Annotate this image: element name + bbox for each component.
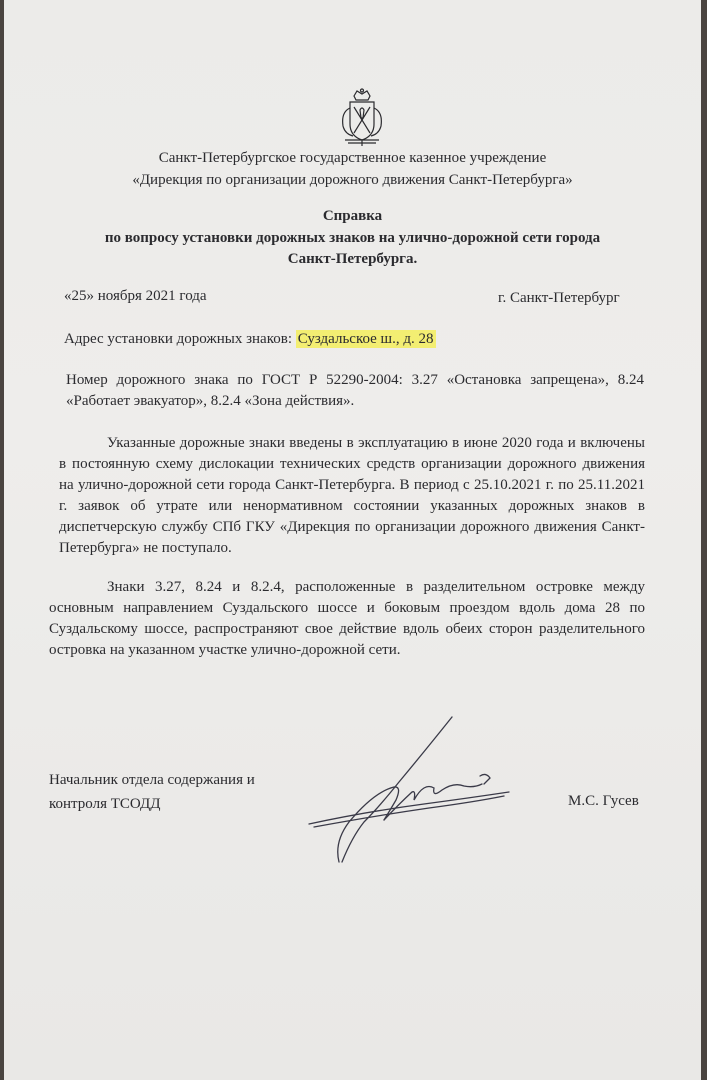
coat-of-arms-icon [337,88,387,148]
signer-position-line2: контроля ТСОДД [49,796,161,812]
signer-position [49,768,255,816]
org-name-line2: «Дирекция по организации дорожного движения Санкт-Петербурга» [132,172,573,188]
body-paragraph-1: Указанные дорожные знаки введены в эксплуатацию в июне 2020 года и включены в постоянную схему дислокации технических средств организации дорожного движения на улично-дорожной сети города Санкт-Петербурга. В период с 25.10.2021 г. по 25.11.2021 г. заявок об утрате или ненормативном состоянии указанных дорожных знаков в диспетчерскую службу СПб ГКУ «Дирекция по организации дорожного движения Санкт-Петербурга» не поступало. [59,435,645,556]
org-name-line1: Санкт-Петербургское государственное казенное учреждение [158,150,547,166]
document-subtitle-line2: Санкт-Петербурга. [287,251,418,267]
signer-position-line1: Начальник отдела содержания и [49,772,255,788]
address-value-highlighted: Суздальское ш., д. 28 [297,331,434,347]
signer-name: М.С. Гусев [568,793,639,809]
address-label: Адрес установки дорожных знаков: [64,331,296,347]
address-line [64,331,436,348]
handwritten-signature [304,712,524,872]
document-title: Справка [322,208,383,224]
document-page [4,0,701,1080]
sign-numbers-paragraph: Номер дорожного знака по ГОСТ Р 52290-2004: 3.27 «Остановка запрещена», 8.24 «Работает эвакуатор», 8.2.4 «Зона действия». [66,372,644,409]
document-date: «25» ноября 2021 года [64,288,207,304]
document-subtitle-line1: по вопросу установки дорожных знаков на улично-дорожной сети города [104,230,601,246]
body-paragraph-2: Знаки 3.27, 8.24 и 8.2.4, расположенные в разделительном островке между основным направлением Суздальского шоссе и боковым проездом вдоль дома 28 по Суздальскому шоссе, распространяют свое действие вдоль обеих сторон разделительного островка на указанном участке улично-дорожной сети. [49,579,645,658]
document-city: г. Санкт-Петербург [498,290,620,306]
